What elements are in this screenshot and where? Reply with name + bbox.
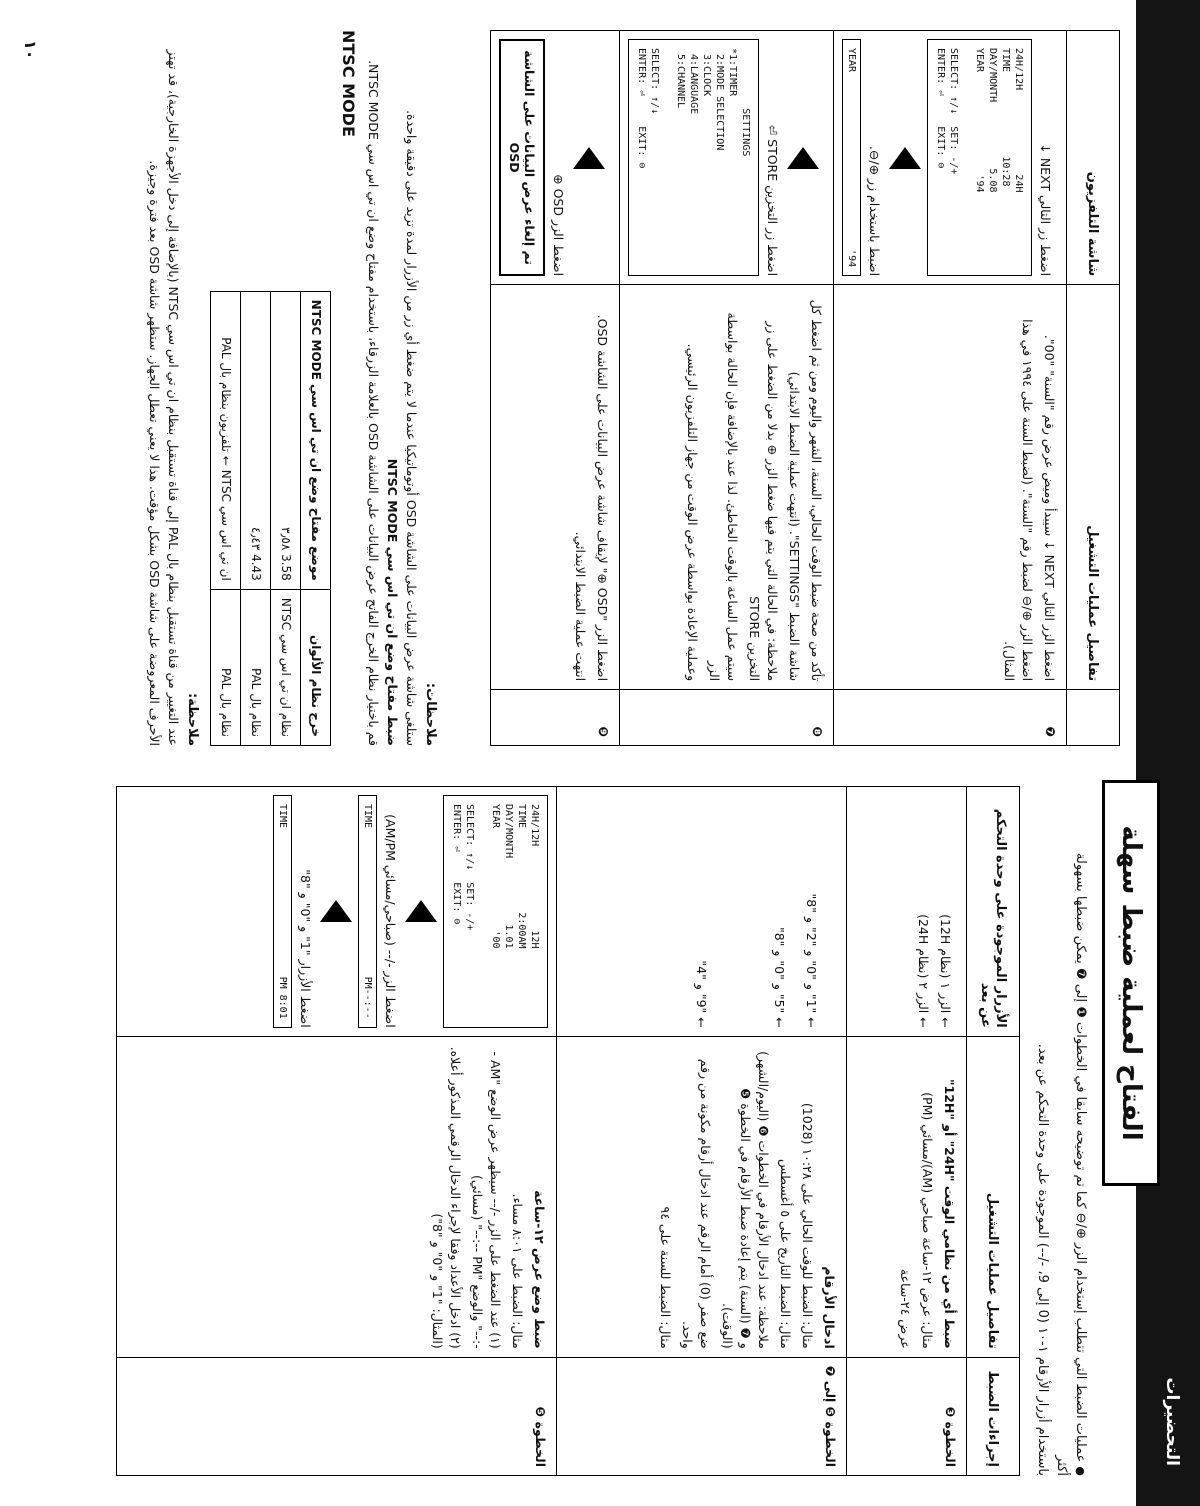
table-row [211,291,241,745]
detail-line: (١) عند الضغط على الزر -/-- سيظهر عرض الوضع "AM --:--" والوضع "PM --:--" (مسائي) [470,1051,503,1349]
osd-time-set [273,795,292,1028]
col-steps: إجراءات الضبط [967,1357,1020,1475]
detail-line: (٢) ادخل الأعداد وفقا لإجراء الدخال الرقمي المذكور أعلاه. (المثال: "1" و "0" و "8") [430,1046,463,1349]
note-line: ضبط مفتاح وضع ان تي اس سي NTSC MODE [385,458,400,746]
osd-settings-menu [628,39,759,276]
ntsc-col-output: خرج نظام الألوان [301,589,331,745]
col-buttons: الأزرار الموجودة على وحدة التحكم عن بعد [967,787,1020,1037]
osd-line: YEAR '00 [490,804,501,949]
detail-line: ادخال الأرقام [822,1266,837,1349]
table-cell: نظام بال PAL [241,589,271,745]
table-cell: ان تي اس سي NTSC ← تلفزيون بنظام بال PAL [211,291,241,589]
osd-label: TIME [277,804,288,829]
osd-footer: SELECT: ↑/↓ [649,48,660,115]
osd-line: TIME 2:00AM [516,804,527,949]
step-number: ❼ [834,690,1067,746]
detail-line: عرض ٢٤-ساعة [898,1268,913,1349]
osd-line: TIME 10:28 [1000,48,1011,187]
footnote-text: عند التغيير من قناة تستقبل بنظام بال PAL إلى قناة تستقبل بنظام ان تي اس سي NTSC (بالإضافة إلى دخل الأجهزة الخارجية)، قد تهتز الأحرف المعروضة على شاشة OSD بشكل مؤقت. هذا لا يعني تعطل الجهاز. ستظهر شاشة OSD بعد فترة وجيزة. [147,49,181,746]
details-cell [834,285,1067,690]
osd-main-display [443,795,548,1028]
procedure-table [490,30,1120,746]
detail-line: اضغط الزر "OSD ⊕" لإيقاف شاشة عرض البيانات على الشاشة OSD. [595,314,610,682]
screen-cell [491,31,620,285]
osd-cancelled-box: تم إلغاء عرض البيانات على الشاشة OSD [499,39,545,276]
button-line: اضغط الأزرار "1" و "0" و "8" [298,869,313,1028]
detail-line: مثال: عرض ١٢-ساعة صباحي (AM)/مسائي (PM) [920,1092,935,1349]
section-title: الفتاح لعملية ضبط سهلة [1102,780,1160,1186]
detail-line: اضغط الزر ⊕/⊖ لضبط رقم "السنة". (لضبط السنة على ١٩٩٤ في هذا المثال). [1002,319,1035,682]
detail-line: سيتم عمل الساعة بالوقت الخاطئ. لذا عند بالإضافة فإن الحالة بواسطة الزر [707,312,740,682]
osd-line: *1:TIMER [727,48,738,97]
detail-line: انتهت عملية الضبط الابتدائي. [573,531,588,682]
details-cell [117,1036,557,1357]
table-row [620,31,834,746]
down-arrow-icon [405,900,437,922]
col-screen: شاشة التلفزيون [1067,31,1120,285]
screen-cell [620,31,834,285]
table-cell: نظام ان تي اس سي NTSC [271,589,301,745]
details-cell [620,285,834,690]
button-line: اضغط الزر -/-- (صباحي/مسائي AM/PM) [383,814,398,1028]
intro-text [1033,836,1090,1476]
detail-line: مثال: الضبط للوقت الحالي على ١٠:٢٨ (1028) [800,1102,815,1349]
detail-line: ملاحظة: في الحالة التي يتم فيها ضغط الزر ⊕ بدلا من الضغط على زر التخزين STORE [747,321,780,682]
shortcut-table [116,786,1020,1476]
step-label: الخطوة ❸ [847,1357,967,1475]
buttons-cell [117,787,557,1037]
osd-value: PM 8:01 [277,976,288,1019]
osd-date-display [927,39,1032,276]
osd-footer: ENTER: ⏎ EXIT: ⊖ [451,804,462,925]
details-cell [491,285,620,690]
detail-line: ضع صفر (0) أمام الرقم عند ادخال أرقام مكونة من رقم واحد. [680,1058,713,1349]
table-row [491,31,620,746]
col-step-num [1067,690,1120,746]
osd-value: '94 [846,249,857,268]
detail-line: مثال: الضبط على ٨:٠١ مساء. [510,1193,525,1349]
ntsc-mode-table [210,291,331,746]
button-line: ← الزر ١ (نظام 12H) [938,914,953,1028]
header-bar [1136,0,1200,1506]
osd-value: PM--:-- [362,976,373,1019]
step-number: ❾ [491,690,620,746]
screen-step: اضغط زر التخزين STORE ⏎ [765,124,780,277]
osd-line: DAY/MONTH 1.01 [503,804,514,949]
screen-cell [834,31,1067,285]
button-line: ← "9" و "4" [694,960,709,1028]
osd-footer: ENTER: ⏎ EXIT: ⊖ [935,48,946,169]
screen-step: اضغط الزر OSD ⊕ [551,174,566,277]
ntsc-mode-title: NTSC MODE [339,30,358,137]
osd-line: 5:CHANNEL [675,48,686,109]
table-cell: 4.43 ٤٫٤٣ [241,291,271,589]
details-cell [557,1036,847,1357]
footnote-heading: ملاحظة: [185,692,200,746]
detail-line: ضبط أي من نظامي الوقت "24H" أو "12H" [942,1078,957,1349]
down-arrow-icon [889,147,921,169]
osd-line: 3:CLOCK [701,48,712,97]
button-line: ← "5" و "0" و "8" [772,926,787,1028]
step-label: الخطوة ❺ [117,1357,557,1475]
buttons-cell [557,787,847,1037]
osd-line: SETTINGS [740,48,751,157]
details-cell [847,1036,967,1357]
screen-step: اضغط زر التالي NEXT ↓ [1038,143,1053,277]
down-arrow-icon [573,147,605,169]
osd-label: TIME [362,804,373,829]
osd-footer: SELECT: ↑/↓ SET: -/+ [464,804,475,931]
osd-line: 2:MODE SELECTION [714,48,725,151]
osd-line: 24H/12H 24H [1013,48,1024,193]
osd-line: YEAR '94 [974,48,985,193]
detail-line: اضغط الزر التالي NEXT ↓ سيبدأ وميض عرض رقم "السنة" "00". [1042,334,1057,682]
detail-line: مثال: الضبط التاريخ على ٥ أغسطس [778,1159,793,1349]
table-row [271,291,301,745]
intro-line-2: باستخدام أزرار الأرقام ١-١٠ (0 إلى 9، -/--) الموجودة على وحدة التحكم عن بعد. [1035,1043,1050,1476]
buttons-cell [847,787,967,1037]
table-row [834,31,1067,746]
table-cell: نظام بال PAL [211,589,241,745]
notes-heading: ملاحظات: [423,682,438,746]
down-arrow-icon [320,900,352,922]
button-line: ← الزر ٢ (نظام 24H) [916,914,931,1028]
ntsc-col-switch: موضع مفتاح وضع ان تي اس سي NTSC MODE [301,291,331,589]
osd-line: DAY/MONTH 5.08 [987,48,998,193]
step-label: الخطوة ❺ إلى ❼ [557,1357,847,1475]
detail-line: تأكد من صحة ضبط الوقت الحالي، السنة، الشهر واليوم ومن ثم اضغط كل [809,299,824,682]
notes-section [145,30,440,746]
table-row [117,787,557,1476]
detail-line: مثال: الضبط للسنة على ٩٤ [658,1206,673,1349]
osd-label: YEAR [846,48,857,73]
osd-footer: SELECT: ↑/↓ SET: -/+ [948,48,959,175]
osd-year [842,39,861,276]
header-title: التحضيرات [1162,1377,1182,1466]
detail-line: ضبط وضع عرض ١٢-ساعة [532,1190,547,1349]
note-line: ستلغى شاشة عرض البيانات على الشاشة OSD أوتوماتيكيا عندما لا يتم ضغط أي زر من الأزرار لمدة تزيد على دقيقة واحدة. [404,110,419,746]
screen-step: اضبط باستخدام زر ⊕/⊖. [867,145,882,277]
button-line: ← "1" و "0" و "2" و "8" [804,893,819,1028]
osd-line: 4:LANGUAGE [688,48,699,115]
table-row [557,787,847,1476]
col-details: تفاصيل عمليات التشغيل [1067,285,1120,690]
detail-line: شاشة الضبط "SETTINGS". (انتهت عملية الضبط الابتدائي) [787,371,802,682]
note-line: قم باختيار نظام الخرج الفاتح عرض البيانات على الشاشة OSD بالعلامة الزرقاء، باستخدام مفتاح وضع ان تي اس سي NTSC MODE. [366,60,381,746]
intro-line-1: ●عمليات الضبط التي تتطلب إستخدام الزر ⊕/⊖ كما تم توضيحه سابقا في الخطوات ❶ إلى ❼ يمكن ضبطها بسهولة أكثر [1054,852,1088,1476]
osd-line: 24H/12H 12H [529,804,540,949]
osd-time-blank [358,795,377,1028]
page-number: ١٠ [21,40,40,60]
detail-line: وعملية الإعادة بواسطة عرض الوقت من جهاز التلفزيون الرئيسي. [685,343,700,682]
step-number: ❽ [620,690,834,746]
table-row [241,291,271,745]
table-row [847,787,967,1476]
osd-footer: ENTER: ⏎ EXIT: ⊖ [636,48,647,169]
down-arrow-icon [787,147,819,169]
col-details: تفاصيل عمليات التشغيل [967,1036,1020,1357]
table-cell: 3.58 ٣٫٥٨ [271,291,301,589]
detail-line: ملاحظة: عند ادخال الأرقام في الخطوات ❻ (اليوم/الشهر) و ❼ (السنة) يتم إعادة ضبط الأرقام في الخطوة ❺ (الوقت). [720,1051,771,1349]
